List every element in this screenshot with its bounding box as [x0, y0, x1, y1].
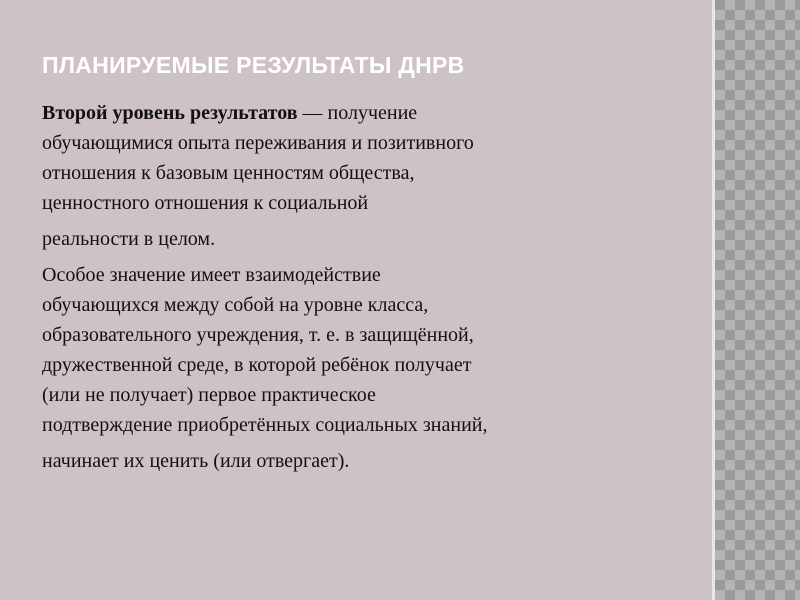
paragraph-line: отношения к базовым ценностям общества, [42, 162, 415, 184]
paragraph-line: реальности в целом. [42, 228, 216, 250]
paragraph-line: ценностного отношения к социальной [42, 192, 369, 214]
paragraph-conclusion [42, 446, 702, 476]
paragraph-line: дружественной среде, в которой ребёнок получает [42, 354, 472, 376]
paragraph-line: образовательного учреждения, т. е. в защищённой, [42, 324, 474, 346]
paragraph-line [42, 98, 702, 128]
paragraph-line: обучающихся между собой на уровне класса, [42, 294, 429, 316]
paragraph-line: начинает их ценить (или отвергает). [42, 450, 350, 472]
paragraph-line: обучающимися опыта переживания и позитивного [42, 132, 474, 154]
decorative-side-pattern [712, 0, 800, 600]
paragraph-second-level [42, 98, 702, 218]
bold-lead-text: Второй уровень результатов [42, 102, 298, 124]
paragraph-line: Особое значение имеет взаимодействие [42, 264, 381, 286]
paragraph-line: подтверждение приобретённых социальных знаний, [42, 414, 488, 436]
paragraph-reality [42, 224, 702, 254]
paragraph-line: (или не получает) первое практическое [42, 384, 376, 406]
slide-title: ПЛАНИРУЕМЫЕ РЕЗУЛЬТАТЫ ДНРВ [42, 52, 465, 78]
paragraph-text: — получение [297, 102, 418, 124]
slide-body [42, 98, 702, 476]
paragraph-interaction [42, 260, 702, 440]
